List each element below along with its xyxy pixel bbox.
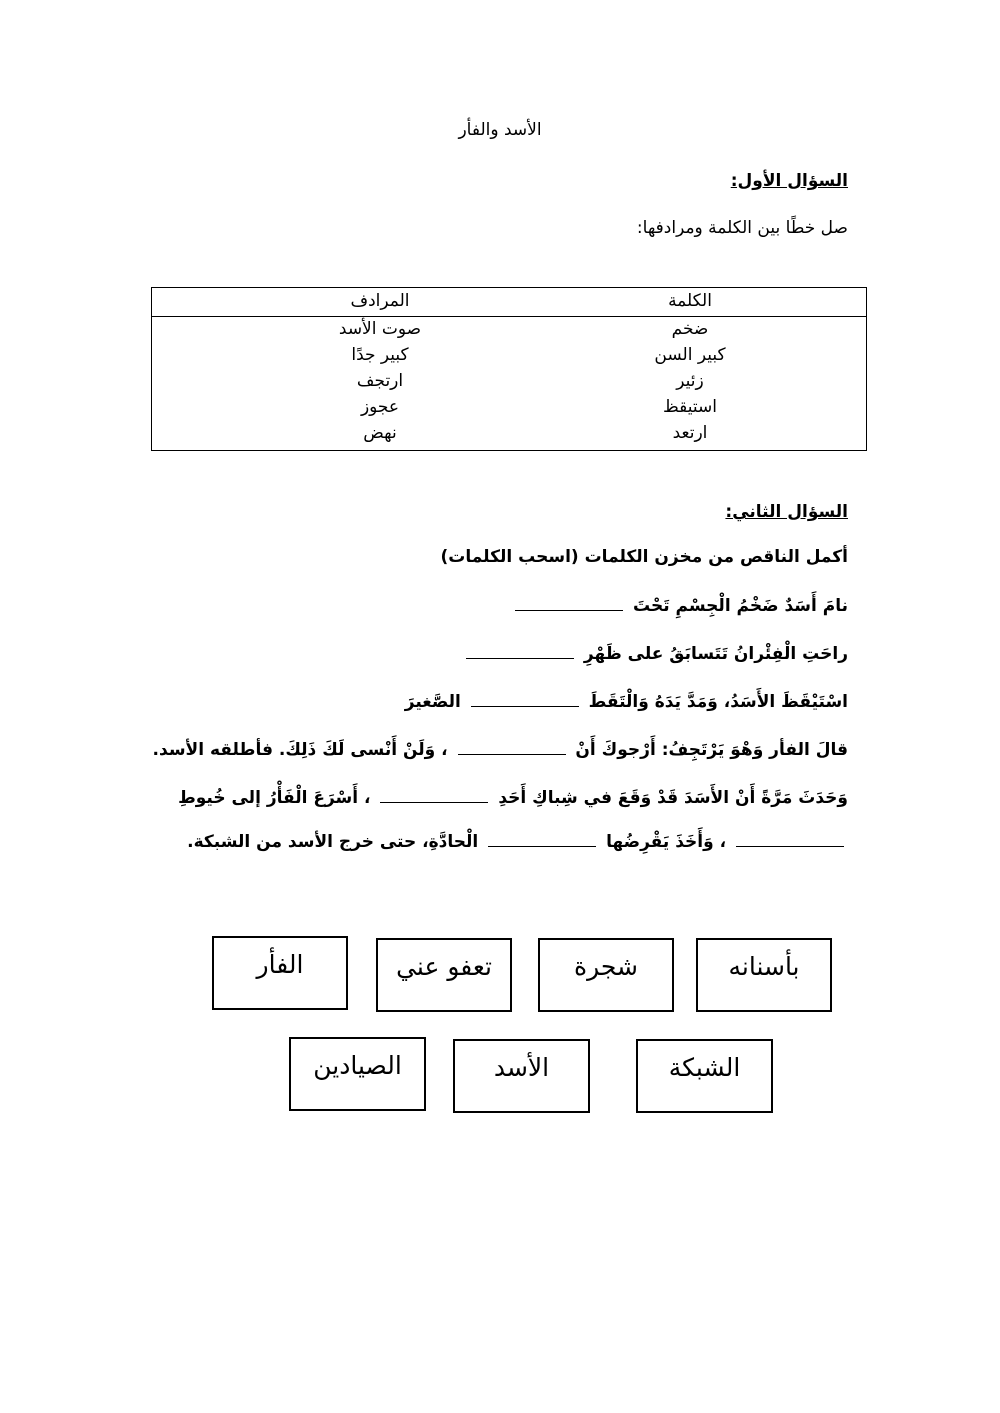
sentence-3 [405,692,848,712]
word-card[interactable]: الشبكة [636,1039,773,1113]
word-cell[interactable]: ارتعد [672,423,708,443]
blank-drop-zone[interactable] [380,788,488,803]
sentence-text: قالَ الفأر وَهْوَ يَرْتَجِفُ: أَرْجوكَ أَنْ [575,740,848,760]
blank-drop-zone[interactable] [471,692,579,707]
word-card[interactable]: الأسد [453,1039,590,1113]
sentence-text: ، وَأَخَذَ يَقْرِضُها [606,832,727,852]
sentence-2 [462,644,848,664]
sentence-text: وَحَدَثَ مَرَّةً أَنْ الأَسَدَ قَدْ وَقَعَ في شِباكِ أَحَدِ [498,788,848,808]
sentence-1 [511,596,848,616]
sentence-text: الْحادَّةِ، حتى خرج الأسد من الشبكة. [187,832,479,852]
word-cell[interactable]: زئير [676,371,704,391]
sentence-text: نامَ أَسَدٌ ضَخْمُ الْجِسْمِ تَحْتَ [633,596,848,616]
sentence-text: الصَّغيرَ [404,692,461,712]
synonym-table-header [152,288,866,317]
word-card[interactable]: بأسنانه [696,938,832,1012]
question2-heading: السؤال الثاني: [725,502,848,522]
synonym-cell[interactable]: ارتجف [356,371,404,391]
column-header-word: الكلمة [668,291,712,311]
word-cell[interactable]: ضخم [671,319,709,339]
word-card[interactable]: الفأر [212,936,348,1010]
synonym-cell[interactable]: عجوز [360,397,400,417]
word-card[interactable]: شجرة [538,938,674,1012]
word-card[interactable]: تعفو عني [376,938,512,1012]
sentence-6 [187,832,848,852]
blank-drop-zone[interactable] [466,644,574,659]
blank-drop-zone[interactable] [458,740,566,755]
sentence-5 [178,788,848,808]
blank-drop-zone[interactable] [515,596,623,611]
column-header-synonym: المرادف [350,291,410,311]
page-title: الأسد والفأر [458,120,542,140]
synonym-cell[interactable]: نهض [363,423,397,443]
sentence-text: ، وَلَنْ أَنْسى لَكَ ذَلِكَ. فأطلقه الأسد. [152,740,448,760]
synonym-cell[interactable]: صوت الأسد [338,319,422,339]
sentence-4 [153,740,848,760]
synonym-cell[interactable]: كبير جدًا [351,345,409,365]
synonym-table [151,287,867,451]
word-cell[interactable]: كبير السن [654,345,726,365]
word-card[interactable]: الصيادين [289,1037,426,1111]
blank-drop-zone[interactable] [488,832,596,847]
word-cell[interactable]: استيقظ [663,397,717,417]
sentence-text: ، أَسْرَعَ الْفَأْرُ إلى خُيوطِ [178,788,371,808]
question2-instruction: أكمل الناقص من مخزن الكلمات (اسحب الكلمات) [440,547,848,567]
blank-drop-zone[interactable] [736,832,844,847]
sentence-text: راحَتِ الْفِئْرانُ تَتَسابَقُ على ظَهْرِ [583,644,848,664]
question1-heading: السؤال الأول: [730,171,848,191]
question1-instruction: صل خطًا بين الكلمة ومرادفها: [636,218,848,238]
sentence-text: اسْتَيْقَظَ الأَسَدُ، وَمَدَّ يَدَهُ وَالْتَقَطَ [588,692,848,712]
